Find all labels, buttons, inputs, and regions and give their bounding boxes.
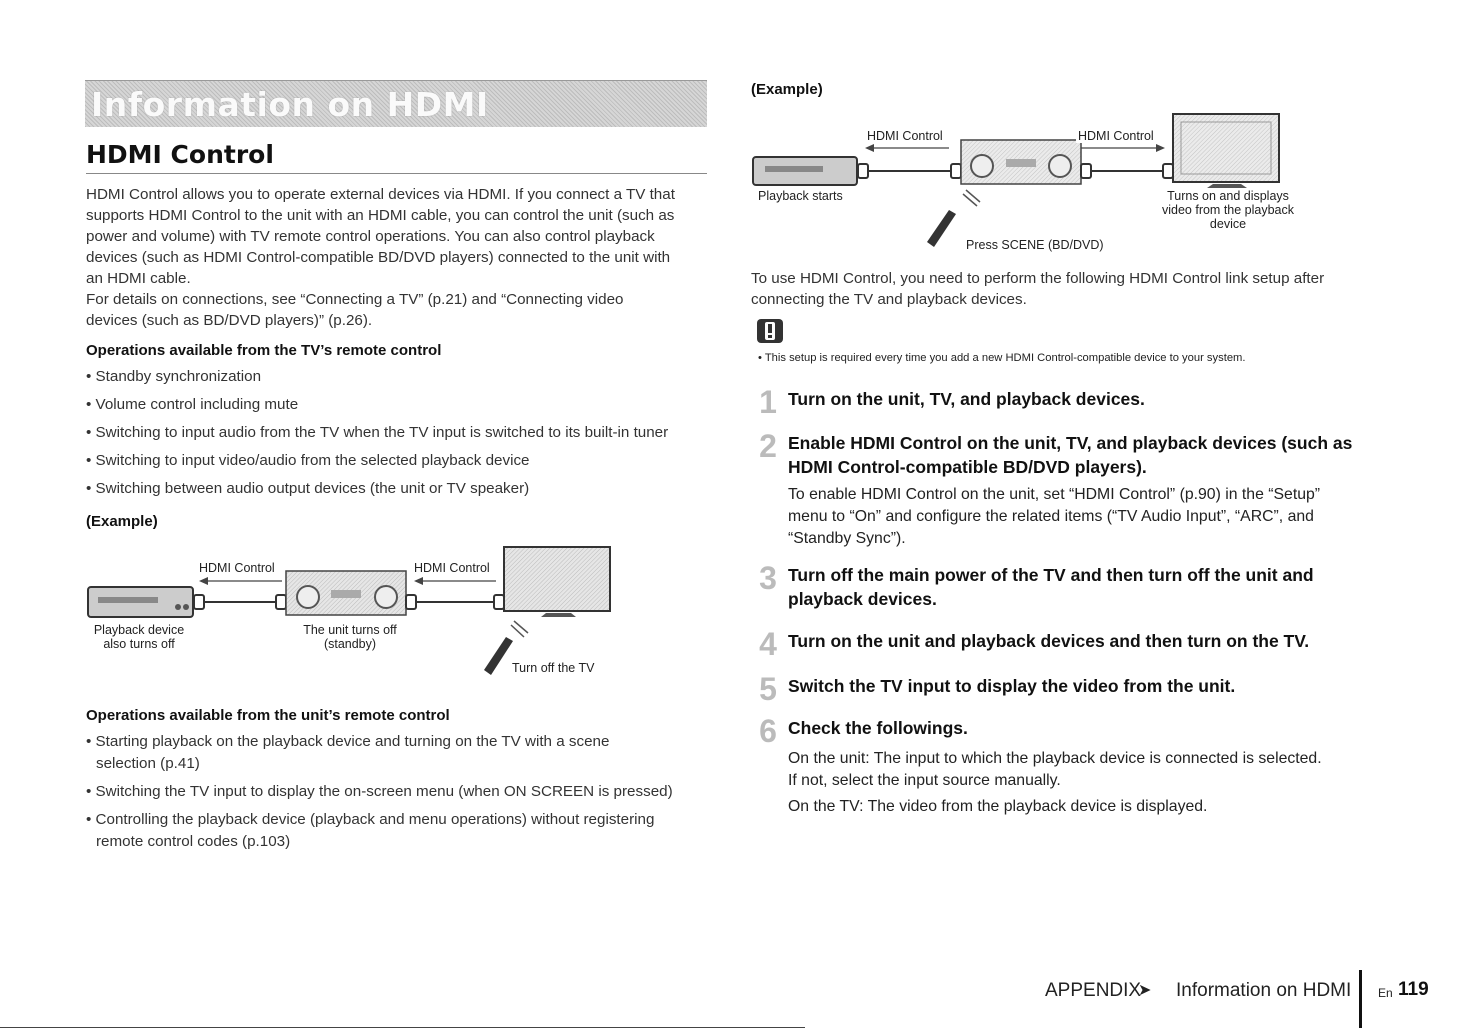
tv-ops-heading: Operations available from the TV’s remote control — [86, 342, 442, 359]
hdmi-control-label: HDMI Control — [199, 561, 275, 575]
section-divider — [86, 173, 707, 174]
note-icon — [757, 319, 783, 343]
step-title: Switch the TV input to display the video from the unit. — [788, 676, 1236, 696]
av-receiver-icon — [286, 571, 406, 615]
chapter-banner — [85, 80, 707, 127]
hdmi-cable-icon — [406, 595, 504, 609]
hdmi-control-label: HDMI Control — [414, 561, 490, 575]
arrow-left-icon — [199, 577, 282, 585]
hdmi-control-label: HDMI Control — [867, 129, 943, 143]
note-text: • This setup is required every time you add a new HDMI Control-compatible device to your system. — [758, 352, 1246, 364]
language-label: En — [1378, 986, 1393, 1000]
bottom-rule — [0, 1027, 805, 1028]
list-item: selection (p.41) — [96, 755, 200, 772]
unit-ops-heading: Operations available from the unit’s remote control — [86, 707, 450, 724]
details-paragraph: For details on connections, see “Connecting a TV” (p.21) and “Connecting video devices (such as BD/DVD players)” (p.26). — [86, 291, 624, 329]
setup-intro: To use HDMI Control, you need to perform the following HDMI Control link setup after connecting the TV and playback devices. — [751, 270, 1325, 308]
page-number: 119 — [1398, 979, 1429, 1000]
player-caption: Playback starts — [758, 189, 843, 203]
hdmi-cable-icon — [194, 595, 286, 609]
step-number: 3 — [759, 560, 777, 596]
player-caption: Playback device also turns off — [93, 623, 185, 651]
footer-divider — [1359, 970, 1362, 1028]
list-item: • Switching to input audio from the TV when the TV input is switched to its built-in tuner — [86, 424, 669, 441]
tv-ops-list — [86, 366, 668, 506]
list-item: • Switching the TV input to display the on-screen menu (when ON SCREEN is pressed) — [86, 783, 673, 800]
footer-section: Information on HDMI — [1176, 980, 1352, 1001]
arrow-right-icon: ➤ — [1138, 982, 1152, 999]
step-title: Turn on the unit, TV, and playback devices. — [788, 389, 1145, 409]
hdmi-control-label: HDMI Control — [1078, 129, 1154, 143]
list-item: • Switching to input video/audio from the selected playback device — [86, 452, 530, 469]
tv-icon — [504, 547, 610, 617]
tv-caption: Turns on and displays video from the playback device — [1161, 189, 1294, 231]
step-number: 6 — [759, 713, 777, 749]
step-number: 2 — [759, 428, 777, 464]
step-body: To enable HDMI Control on the unit, set “HDMI Control” (p.90) in the “Setup” menu to “On” and configure the related items (“TV Audio Input”, “ARC”, and “Standby Sync”). — [788, 486, 1321, 547]
step-body: On the unit: The input to which the playback device is connected is selected. If not, select the input source manually. On the TV: The video from the playback device is displayed. — [788, 750, 1322, 815]
tv-icon — [1173, 114, 1279, 188]
arrow-left-icon — [414, 577, 496, 585]
hdmi-cable-icon — [1081, 164, 1173, 178]
list-item: • Switching between audio output devices (the unit or TV speaker) — [86, 480, 530, 497]
footer-appendix: APPENDIX — [1045, 980, 1142, 1001]
bd-player-icon — [88, 587, 193, 617]
step-title: Turn on the unit and playback devices and then turn on the TV. — [788, 631, 1310, 651]
chapter-title: Information on HDMI — [91, 85, 489, 124]
list-item: • Volume control including mute — [86, 396, 299, 413]
section-title: HDMI Control — [86, 140, 274, 169]
list-item: • Standby synchronization — [86, 368, 262, 385]
bd-player-icon — [753, 157, 857, 185]
unit-caption: The unit turns off (standby) — [303, 623, 397, 651]
step-number: 4 — [759, 626, 777, 662]
av-receiver-icon — [961, 140, 1081, 184]
arrow-right-icon — [1081, 144, 1165, 152]
step-number: 1 — [759, 384, 777, 420]
tv-caption: Turn off the TV — [512, 661, 595, 675]
intro-paragraph: HDMI Control allows you to operate external devices via HDMI. If you connect a TV that supports HDMI Control to the unit with an HDMI cable, you can control the unit (such as power and volume) with TV remote control operations. You can also control playback devices (such as HDMI Control-compatible BD/DVD players) connected to the unit with an HDMI cable. — [86, 186, 675, 287]
arrow-left-icon — [865, 144, 949, 152]
hdmi-cable-icon — [858, 164, 961, 178]
step-title: Enable HDMI Control on the unit, TV, and playback devices (such as HDMI Control-compatible BD/DVD players). — [788, 433, 1353, 477]
step-number: 5 — [759, 671, 777, 707]
remote-caption: Press SCENE (BD/DVD) — [966, 238, 1104, 252]
list-item: remote control codes (p.103) — [96, 833, 291, 850]
example-label: (Example) — [751, 81, 823, 98]
step-title: Check the followings. — [788, 718, 968, 738]
unit-ops-list — [86, 731, 673, 853]
example-label: (Example) — [86, 513, 158, 530]
list-item: • Controlling the playback device (playback and menu operations) without registering — [86, 811, 655, 828]
list-item: • Starting playback on the playback device and turning on the TV with a scene — [86, 733, 610, 750]
step-title: Turn off the main power of the TV and then turn off the unit and playback devices. — [788, 565, 1314, 609]
